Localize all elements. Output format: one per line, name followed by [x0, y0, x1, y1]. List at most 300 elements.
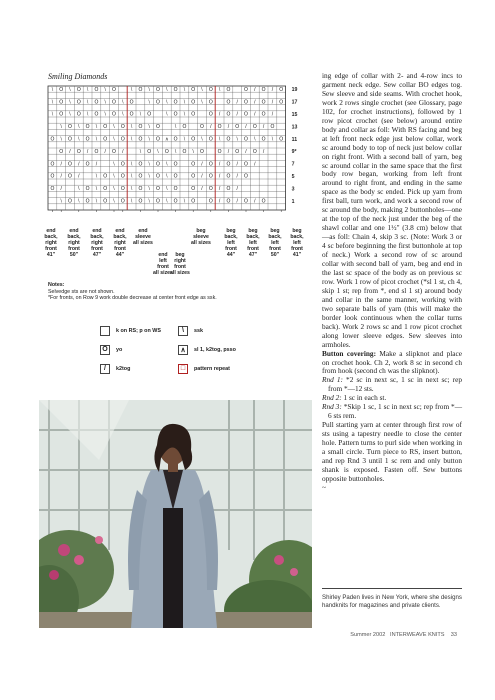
svg-text:O: O: [50, 173, 55, 180]
svg-text:O: O: [217, 148, 222, 155]
guide-label: end sleeve all sizes: [133, 228, 153, 246]
svg-text:/: /: [254, 198, 256, 205]
row-number: 15: [291, 112, 298, 118]
svg-text:O: O: [76, 111, 81, 118]
ssk-symbol-icon: \: [178, 326, 188, 336]
svg-text:O: O: [59, 86, 64, 93]
svg-text:O: O: [191, 173, 196, 180]
svg-text:O: O: [120, 173, 125, 180]
row-number: 7: [291, 161, 295, 168]
svg-text:\: \: [122, 111, 124, 118]
svg-text:O: O: [138, 124, 143, 131]
svg-text:\: \: [130, 86, 133, 93]
svg-text:O: O: [156, 161, 160, 168]
svg-text:O: O: [244, 198, 248, 205]
finishing-paragraph: Pull starting yarn at center through first row of sts using a tapestry needle to close the center hole. Pattern turns to purl side when working in a small circle. Turn piece to RS, insert button, and rep Rnd 3 until 1 sc rem and only button shank is exposed. Fasten off. Sew buttons opposite buttonholes.: [322, 420, 462, 483]
svg-text:\: \: [148, 173, 150, 180]
svg-text:O: O: [94, 111, 99, 118]
svg-text:O: O: [200, 148, 204, 155]
svg-text:/: /: [254, 99, 256, 106]
legend-item: [100, 344, 122, 355]
svg-text:O: O: [279, 136, 284, 143]
notes-heading: Notes:: [48, 282, 65, 288]
svg-text:O: O: [156, 173, 160, 180]
svg-text:\: \: [166, 161, 168, 168]
svg-text:/: /: [78, 173, 80, 180]
svg-text:/: /: [236, 173, 238, 180]
svg-text:\: \: [86, 86, 89, 93]
legend-item: [100, 325, 161, 336]
svg-text:\: \: [183, 99, 186, 106]
svg-text:\: \: [139, 148, 142, 155]
svg-text:\: \: [148, 198, 150, 205]
svg-text:O: O: [94, 86, 99, 93]
guide-label: end back, right front 44": [113, 228, 127, 258]
svg-text:\: \: [201, 99, 203, 106]
svg-text:/: /: [254, 161, 256, 168]
svg-text:O: O: [68, 198, 72, 205]
svg-text:/: /: [262, 148, 265, 155]
svg-text:O: O: [120, 124, 125, 131]
svg-text:/: /: [210, 124, 212, 131]
svg-text:O: O: [147, 111, 152, 118]
svg-text:\: \: [174, 124, 177, 131]
svg-text:\: \: [95, 136, 98, 143]
svg-text:\: \: [122, 99, 124, 106]
page-footer: [350, 632, 457, 638]
svg-text:\: \: [104, 111, 106, 118]
rnd-1-label: Rnd 1:: [322, 375, 343, 385]
guide-label: beg right front all sizes: [170, 252, 190, 276]
guide-label: beg back, left front 47": [246, 228, 260, 258]
row-numbers: [292, 87, 298, 205]
svg-text:O: O: [244, 86, 248, 93]
footer-magazine: INTERWEAVE KNITS: [390, 632, 445, 638]
svg-text:\: \: [174, 148, 177, 155]
svg-text:\: \: [113, 124, 115, 131]
svg-text:O: O: [68, 136, 72, 143]
svg-text:O: O: [59, 148, 64, 155]
svg-text:O: O: [85, 124, 90, 131]
svg-text:\: \: [51, 99, 54, 106]
svg-text:\: \: [183, 111, 186, 118]
guide-label: beg sleeve all sizes: [191, 228, 211, 246]
svg-text:/: /: [218, 161, 221, 168]
double-decrease-symbol-icon: ∧: [178, 345, 188, 355]
svg-text:\: \: [95, 198, 98, 205]
svg-text:/: /: [245, 148, 247, 155]
svg-text:O: O: [129, 99, 134, 106]
svg-text:O: O: [76, 86, 81, 93]
svg-text:/: /: [95, 161, 98, 168]
svg-text:\: \: [130, 161, 133, 168]
svg-text:\: \: [130, 173, 133, 180]
svg-text:/: /: [60, 161, 62, 168]
rnd-3-text: *Skip 1 sc, 1 sc in next sc; rep from *—6 sts rem.: [328, 402, 462, 421]
svg-text:/: /: [201, 161, 203, 168]
svg-text:O: O: [103, 173, 108, 180]
svg-text:O: O: [94, 99, 99, 106]
guide-label: beg back, left front 50": [268, 228, 282, 258]
svg-text:\: \: [157, 148, 159, 155]
svg-text:/: /: [236, 99, 238, 106]
svg-text:O: O: [112, 111, 116, 118]
svg-text:/: /: [78, 161, 80, 168]
svg-text:/: /: [236, 186, 238, 193]
svg-text:/: /: [271, 86, 274, 93]
pattern-instructions: [322, 72, 462, 493]
rnd-1-text: *2 sc in next sc, 1 sc in next sc; rep from *—12 sts.: [328, 375, 462, 394]
svg-text:\: \: [166, 99, 168, 106]
pattern-repeat-symbol-icon: □: [178, 364, 188, 374]
svg-text:\: \: [104, 86, 106, 93]
svg-text:O: O: [138, 198, 143, 205]
svg-text:O: O: [208, 173, 213, 180]
legend-item: [178, 363, 230, 374]
svg-text:\: \: [113, 136, 115, 143]
knit-symbol-icon: [100, 326, 110, 336]
svg-text:/: /: [104, 148, 106, 155]
svg-text:\: \: [148, 99, 150, 106]
svg-text:O: O: [164, 148, 169, 155]
svg-text:O: O: [103, 198, 108, 205]
guide-label: end back, right front 47": [90, 228, 104, 258]
svg-text:O: O: [138, 186, 143, 193]
svg-text:\: \: [78, 124, 80, 131]
svg-text:O: O: [120, 198, 125, 205]
svg-text:\: \: [183, 198, 186, 205]
svg-text:O: O: [252, 124, 257, 131]
legend-label: k on RS; p on WS: [116, 327, 161, 334]
svg-text:O: O: [279, 99, 284, 106]
chart-title: Smiling Diamonds: [48, 72, 108, 81]
svg-text:O: O: [59, 99, 64, 106]
legend-item: [100, 363, 130, 374]
svg-text:O: O: [261, 111, 266, 118]
svg-text:\: \: [60, 136, 62, 143]
svg-text:O: O: [120, 161, 125, 168]
svg-text:O: O: [147, 148, 152, 155]
svg-text:\: \: [218, 136, 221, 143]
svg-text:O: O: [252, 148, 257, 155]
guide-label: beg back, left front 44": [224, 228, 238, 258]
svg-text:O: O: [208, 99, 213, 106]
svg-text:O: O: [226, 198, 231, 205]
svg-text:\: \: [95, 173, 98, 180]
svg-text:O: O: [208, 161, 213, 168]
svg-text:\: \: [166, 86, 168, 93]
svg-text:O: O: [208, 198, 213, 205]
svg-text:O: O: [85, 161, 90, 168]
svg-text:O: O: [50, 136, 55, 143]
svg-text:O: O: [244, 136, 248, 143]
end-mark: ~: [322, 482, 326, 492]
guide-label: end back, right front 41": [44, 228, 58, 258]
svg-text:\: \: [60, 124, 62, 131]
svg-text:\: \: [95, 124, 98, 131]
chart-notes: [48, 282, 278, 302]
svg-text:O: O: [191, 99, 196, 106]
svg-text:O: O: [270, 124, 275, 131]
svg-text:O: O: [156, 136, 160, 143]
svg-text:O: O: [173, 136, 178, 143]
guide-label: end left front all sizes: [153, 252, 173, 276]
legend-item: [178, 344, 236, 355]
svg-text:/: /: [271, 111, 274, 118]
svg-text:/: /: [236, 161, 238, 168]
svg-text:\: \: [218, 86, 221, 93]
button-covering-text: Make a slipknot and place on crochet hook. Ch 2, work 8 sc in second ch from hook (second ch was the slipknot).: [322, 348, 463, 376]
svg-text:/: /: [122, 148, 124, 155]
k2tog-symbol-icon: /: [100, 364, 110, 374]
svg-text:\: \: [60, 198, 62, 205]
svg-text:O: O: [191, 86, 196, 93]
svg-text:O: O: [120, 136, 125, 143]
svg-text:O: O: [173, 173, 178, 180]
svg-text:O: O: [226, 86, 231, 93]
svg-text:\: \: [236, 136, 238, 143]
svg-text:/: /: [201, 186, 203, 193]
svg-text:O: O: [217, 124, 222, 131]
svg-text:\: \: [148, 161, 150, 168]
svg-text:\: \: [113, 161, 115, 168]
row-number: 3: [291, 186, 295, 193]
svg-text:/: /: [60, 173, 62, 180]
svg-text:O: O: [129, 111, 134, 118]
svg-text:/: /: [227, 124, 230, 131]
svg-text:O: O: [226, 136, 231, 143]
svg-text:/: /: [218, 111, 221, 118]
legend-label: ssk: [194, 327, 203, 334]
svg-text:O: O: [76, 148, 81, 155]
svg-text:\: \: [192, 148, 194, 155]
svg-text:O: O: [68, 124, 72, 131]
svg-text:O: O: [85, 136, 90, 143]
button-covering-heading: Button covering:: [322, 348, 377, 358]
svg-text:O: O: [138, 173, 143, 180]
svg-text:O: O: [244, 161, 248, 168]
svg-text:O: O: [173, 186, 178, 193]
svg-text:/: /: [86, 148, 89, 155]
guide-label: beg back, left front 41": [290, 228, 304, 258]
svg-text:O: O: [138, 161, 143, 168]
svg-text:O: O: [103, 136, 108, 143]
legend-label: sl 1, k2tog, psso: [194, 346, 236, 353]
svg-text:\: \: [183, 136, 186, 143]
svg-text:O: O: [226, 99, 231, 106]
svg-text:\: \: [130, 186, 133, 193]
svg-text:\: \: [69, 99, 71, 106]
svg-text:O: O: [200, 124, 204, 131]
svg-text:\: \: [95, 186, 98, 193]
svg-text:O: O: [103, 186, 108, 193]
svg-text:/: /: [227, 148, 230, 155]
svg-text:O: O: [261, 198, 266, 205]
svg-text:\: \: [166, 198, 168, 205]
rnd-3-label: Rnd 3:: [322, 402, 342, 412]
svg-text:O: O: [85, 198, 90, 205]
row-number: 9*: [291, 149, 297, 156]
svg-text:O: O: [138, 86, 143, 93]
svg-text:/: /: [69, 148, 71, 155]
svg-text:O: O: [156, 99, 160, 106]
svg-text:O: O: [261, 86, 266, 93]
svg-text:O: O: [191, 111, 196, 118]
svg-text:O: O: [173, 111, 178, 118]
svg-text:\: \: [148, 186, 150, 193]
row-number: 19: [291, 87, 298, 94]
svg-text:/: /: [271, 99, 274, 106]
svg-text:\: \: [113, 173, 115, 180]
svg-text:O: O: [173, 161, 178, 168]
legend-label: k2tog: [116, 365, 131, 372]
svg-text:O: O: [156, 124, 160, 131]
svg-text:O: O: [68, 173, 72, 180]
knitting-chart: [44, 84, 304, 212]
svg-text:/: /: [254, 111, 256, 118]
svg-text:O: O: [120, 186, 125, 193]
svg-text:O: O: [50, 186, 55, 193]
svg-text:O: O: [173, 99, 178, 106]
svg-text:∧: ∧: [164, 136, 169, 143]
rnd-2-text: 1 sc in each st.: [343, 393, 387, 403]
svg-text:\: \: [166, 186, 168, 193]
svg-text:O: O: [191, 161, 196, 168]
svg-text:O: O: [182, 124, 187, 131]
svg-text:O: O: [112, 99, 116, 106]
chart-legend: [100, 325, 290, 375]
svg-text:\: \: [201, 136, 203, 143]
svg-text:\: \: [148, 86, 150, 93]
svg-text:\: \: [78, 136, 80, 143]
svg-text:/: /: [218, 198, 221, 205]
svg-text:O: O: [94, 148, 99, 155]
svg-text:O: O: [85, 186, 90, 193]
bio-divider: [322, 588, 462, 589]
svg-text:O: O: [208, 111, 213, 118]
svg-text:O: O: [235, 124, 240, 131]
svg-text:O: O: [244, 111, 248, 118]
legend-label: yo: [116, 346, 123, 353]
row-number: 17: [291, 99, 298, 106]
guide-label: end back, right front 50": [67, 228, 81, 258]
svg-text:\: \: [254, 136, 256, 143]
yarn-over-symbol-icon: O: [100, 345, 110, 355]
svg-text:\: \: [271, 136, 274, 143]
legend-item: [178, 325, 203, 336]
svg-text:/: /: [236, 198, 238, 205]
designer-bio: Shirley Paden lives in New York, where she designs handknits for magazines and private clients.: [322, 594, 462, 609]
svg-text:O: O: [244, 173, 248, 180]
svg-text:\: \: [166, 173, 168, 180]
svg-text:\: \: [113, 198, 115, 205]
svg-text:O: O: [112, 86, 116, 93]
svg-text:\: \: [201, 86, 203, 93]
svg-text:O: O: [226, 186, 231, 193]
svg-text:/: /: [218, 186, 221, 193]
svg-text:O: O: [226, 173, 231, 180]
svg-text:O: O: [208, 86, 213, 93]
svg-text:O: O: [182, 148, 187, 155]
svg-text:O: O: [191, 186, 196, 193]
svg-text:O: O: [156, 198, 160, 205]
svg-text:\: \: [148, 136, 150, 143]
footer-page-number: 33: [450, 632, 457, 638]
svg-text:/: /: [262, 124, 265, 131]
svg-text:O: O: [76, 99, 81, 106]
svg-text:\: \: [183, 86, 186, 93]
rnd-2-label: Rnd 2:: [322, 393, 342, 403]
svg-text:\: \: [113, 186, 115, 193]
svg-text:O: O: [226, 111, 231, 118]
svg-text:\: \: [78, 186, 80, 193]
svg-text:\: \: [69, 111, 71, 118]
svg-text:O: O: [226, 161, 231, 168]
svg-text:/: /: [254, 86, 256, 93]
svg-text:/: /: [218, 173, 221, 180]
svg-text:O: O: [208, 186, 213, 193]
row-number: 13: [291, 124, 298, 131]
svg-text:O: O: [173, 198, 178, 205]
svg-text:O: O: [138, 136, 143, 143]
model-photo: [39, 400, 312, 628]
svg-text:\: \: [86, 111, 89, 118]
svg-text:O: O: [261, 136, 266, 143]
svg-text:O: O: [103, 124, 108, 131]
svg-text:\: \: [139, 111, 142, 118]
svg-text:O: O: [112, 148, 116, 155]
svg-text:O: O: [50, 161, 55, 168]
svg-text:O: O: [191, 198, 196, 205]
svg-text:\: \: [130, 198, 133, 205]
svg-text:O: O: [208, 136, 213, 143]
svg-text:O: O: [191, 136, 196, 143]
row-number: 1: [291, 198, 295, 205]
svg-text:O: O: [244, 99, 248, 106]
svg-text:/: /: [201, 173, 203, 180]
svg-text:O: O: [261, 99, 266, 106]
svg-text:O: O: [68, 161, 72, 168]
svg-text:\: \: [104, 99, 106, 106]
svg-text:\: \: [51, 111, 54, 118]
svg-text:O: O: [156, 186, 160, 193]
svg-text:\: \: [78, 198, 80, 205]
svg-text:\: \: [69, 86, 71, 93]
svg-text:O: O: [173, 86, 178, 93]
footer-issue: Summer 2002: [350, 632, 386, 638]
notes-line-2: *For fronts, on Row 9 work double decrease at center front edge as ssk.: [48, 295, 217, 302]
instructions-paragraph: ing edge of collar with 2- and 4-row incs to garment neck edge. Sew collar BO edges tog. Sew sleeve and side seams. With crochet hook, work 2 rows single crochet (see Glossary, page 102, for crochet instructions), followed by 1 row picot crochet (see below) around entire body and collar as foll: With RS facing and beg at left front neck edge just below collar, work sc around body to top of neck just below collar on right front. With a second ball of yarn, beg sc around collar in the same space that the first body row began, working from left front around to right front, and ending in the same space as the body sc ended. Pick up yarn from first ball, turn work, and work a second row of sc around the body, making 2 buttonholes—one at the top of the neck just under the beg of the shawl collar and one 1½" (3.8 cm) below that—as foll: Chain 4, skip 3 sc. (Note: Work 3 or 4 sc before beginning the first buttonhole at top of neck.) Work a second row of sc around collar with second ball of yarn, beg and end in the last sc space of the body as on previous sc row. Work 1 row of picot crochet (*sl 1 st, ch 4, skip 1 st; rep from *, end sl 1 st) around body and collar in the same manner, working with two separate balls of yarn (this will make the border look continuous when the collar turns back). Work 2 rows sc and 1 row picot crochet along lower sleeve edges. Sew sleeves into armholes.: [322, 71, 462, 349]
svg-text:O: O: [156, 86, 160, 93]
notes-line-1: Selvedge sts are not shown.: [48, 288, 115, 295]
row-number: 11: [291, 136, 298, 143]
svg-text:/: /: [60, 186, 62, 193]
svg-text:O: O: [279, 86, 284, 93]
svg-text:\: \: [130, 124, 133, 131]
svg-text:\: \: [166, 111, 168, 118]
svg-text:\: \: [86, 99, 89, 106]
row-number: 5: [291, 174, 295, 180]
svg-text:/: /: [245, 124, 247, 131]
legend-label: pattern repeat: [194, 365, 230, 372]
svg-text:\: \: [51, 86, 54, 93]
conservatory-photo-illustration: [39, 400, 312, 628]
svg-text:O: O: [59, 111, 64, 118]
svg-text:/: /: [236, 111, 238, 118]
svg-text:\: \: [148, 124, 150, 131]
svg-text:O: O: [235, 148, 240, 155]
svg-text:\: \: [130, 136, 133, 143]
